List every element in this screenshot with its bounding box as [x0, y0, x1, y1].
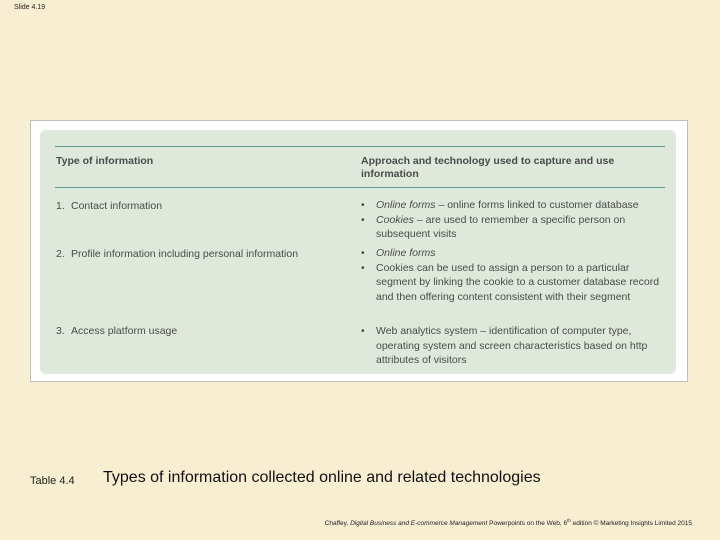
row-bullets: [361, 198, 661, 242]
footer-citation: Chaffey, Digital Business and E-commerce Management Powerpoints on the Web, 6th edition © Marketing Insights Limited 2015: [324, 518, 692, 528]
bullet-icon: •: [361, 247, 365, 259]
table-top-rule: [55, 146, 665, 147]
bullet-icon: •: [361, 213, 365, 226]
slide-number: Slide 4.19: [14, 4, 46, 11]
table-row-label: [56, 324, 177, 338]
header-approach-technology: Approach and technology used to capture and use information: [361, 155, 615, 180]
table-row-label: [56, 247, 298, 261]
bullet-icon: •: [361, 199, 365, 211]
row-number: 1.: [56, 200, 65, 212]
table-number-label: Table 4.4: [30, 475, 75, 487]
row-label-text: Access platform usage: [71, 325, 178, 337]
list-item: • Online forms – online forms linked to customer database: [361, 199, 639, 211]
header-type-of-information: Type of information: [56, 155, 154, 167]
row-number: 2.: [56, 248, 65, 260]
table-header-rule: [55, 187, 665, 188]
list-item: • Web analytics system – identification of computer type, operating system and screen characteristics based on http attributes of visitors: [361, 325, 648, 366]
row-label-text: Profile information including personal information: [71, 248, 299, 260]
bullet-icon: •: [361, 261, 365, 274]
list-item: • Cookies can be used to assign a person to a particular segment by linking the cookie to a customer database record and then offering content consistent with their segment: [361, 261, 660, 303]
row-number: 3.: [56, 325, 65, 337]
bullet-icon: •: [361, 325, 365, 337]
list-item: • Online forms: [361, 247, 436, 259]
row-bullets: [361, 324, 661, 368]
row-label-text: Contact information: [71, 200, 163, 212]
footer-book-title: Digital Business and E-commerce Management: [350, 520, 488, 528]
row-bullets: [361, 246, 661, 304]
table-caption-title: Types of information collected online and related technologies: [103, 469, 541, 486]
table-row-label: [56, 199, 162, 213]
list-item: • Cookies – are used to remember a specific person on subsequent visits: [361, 213, 626, 240]
